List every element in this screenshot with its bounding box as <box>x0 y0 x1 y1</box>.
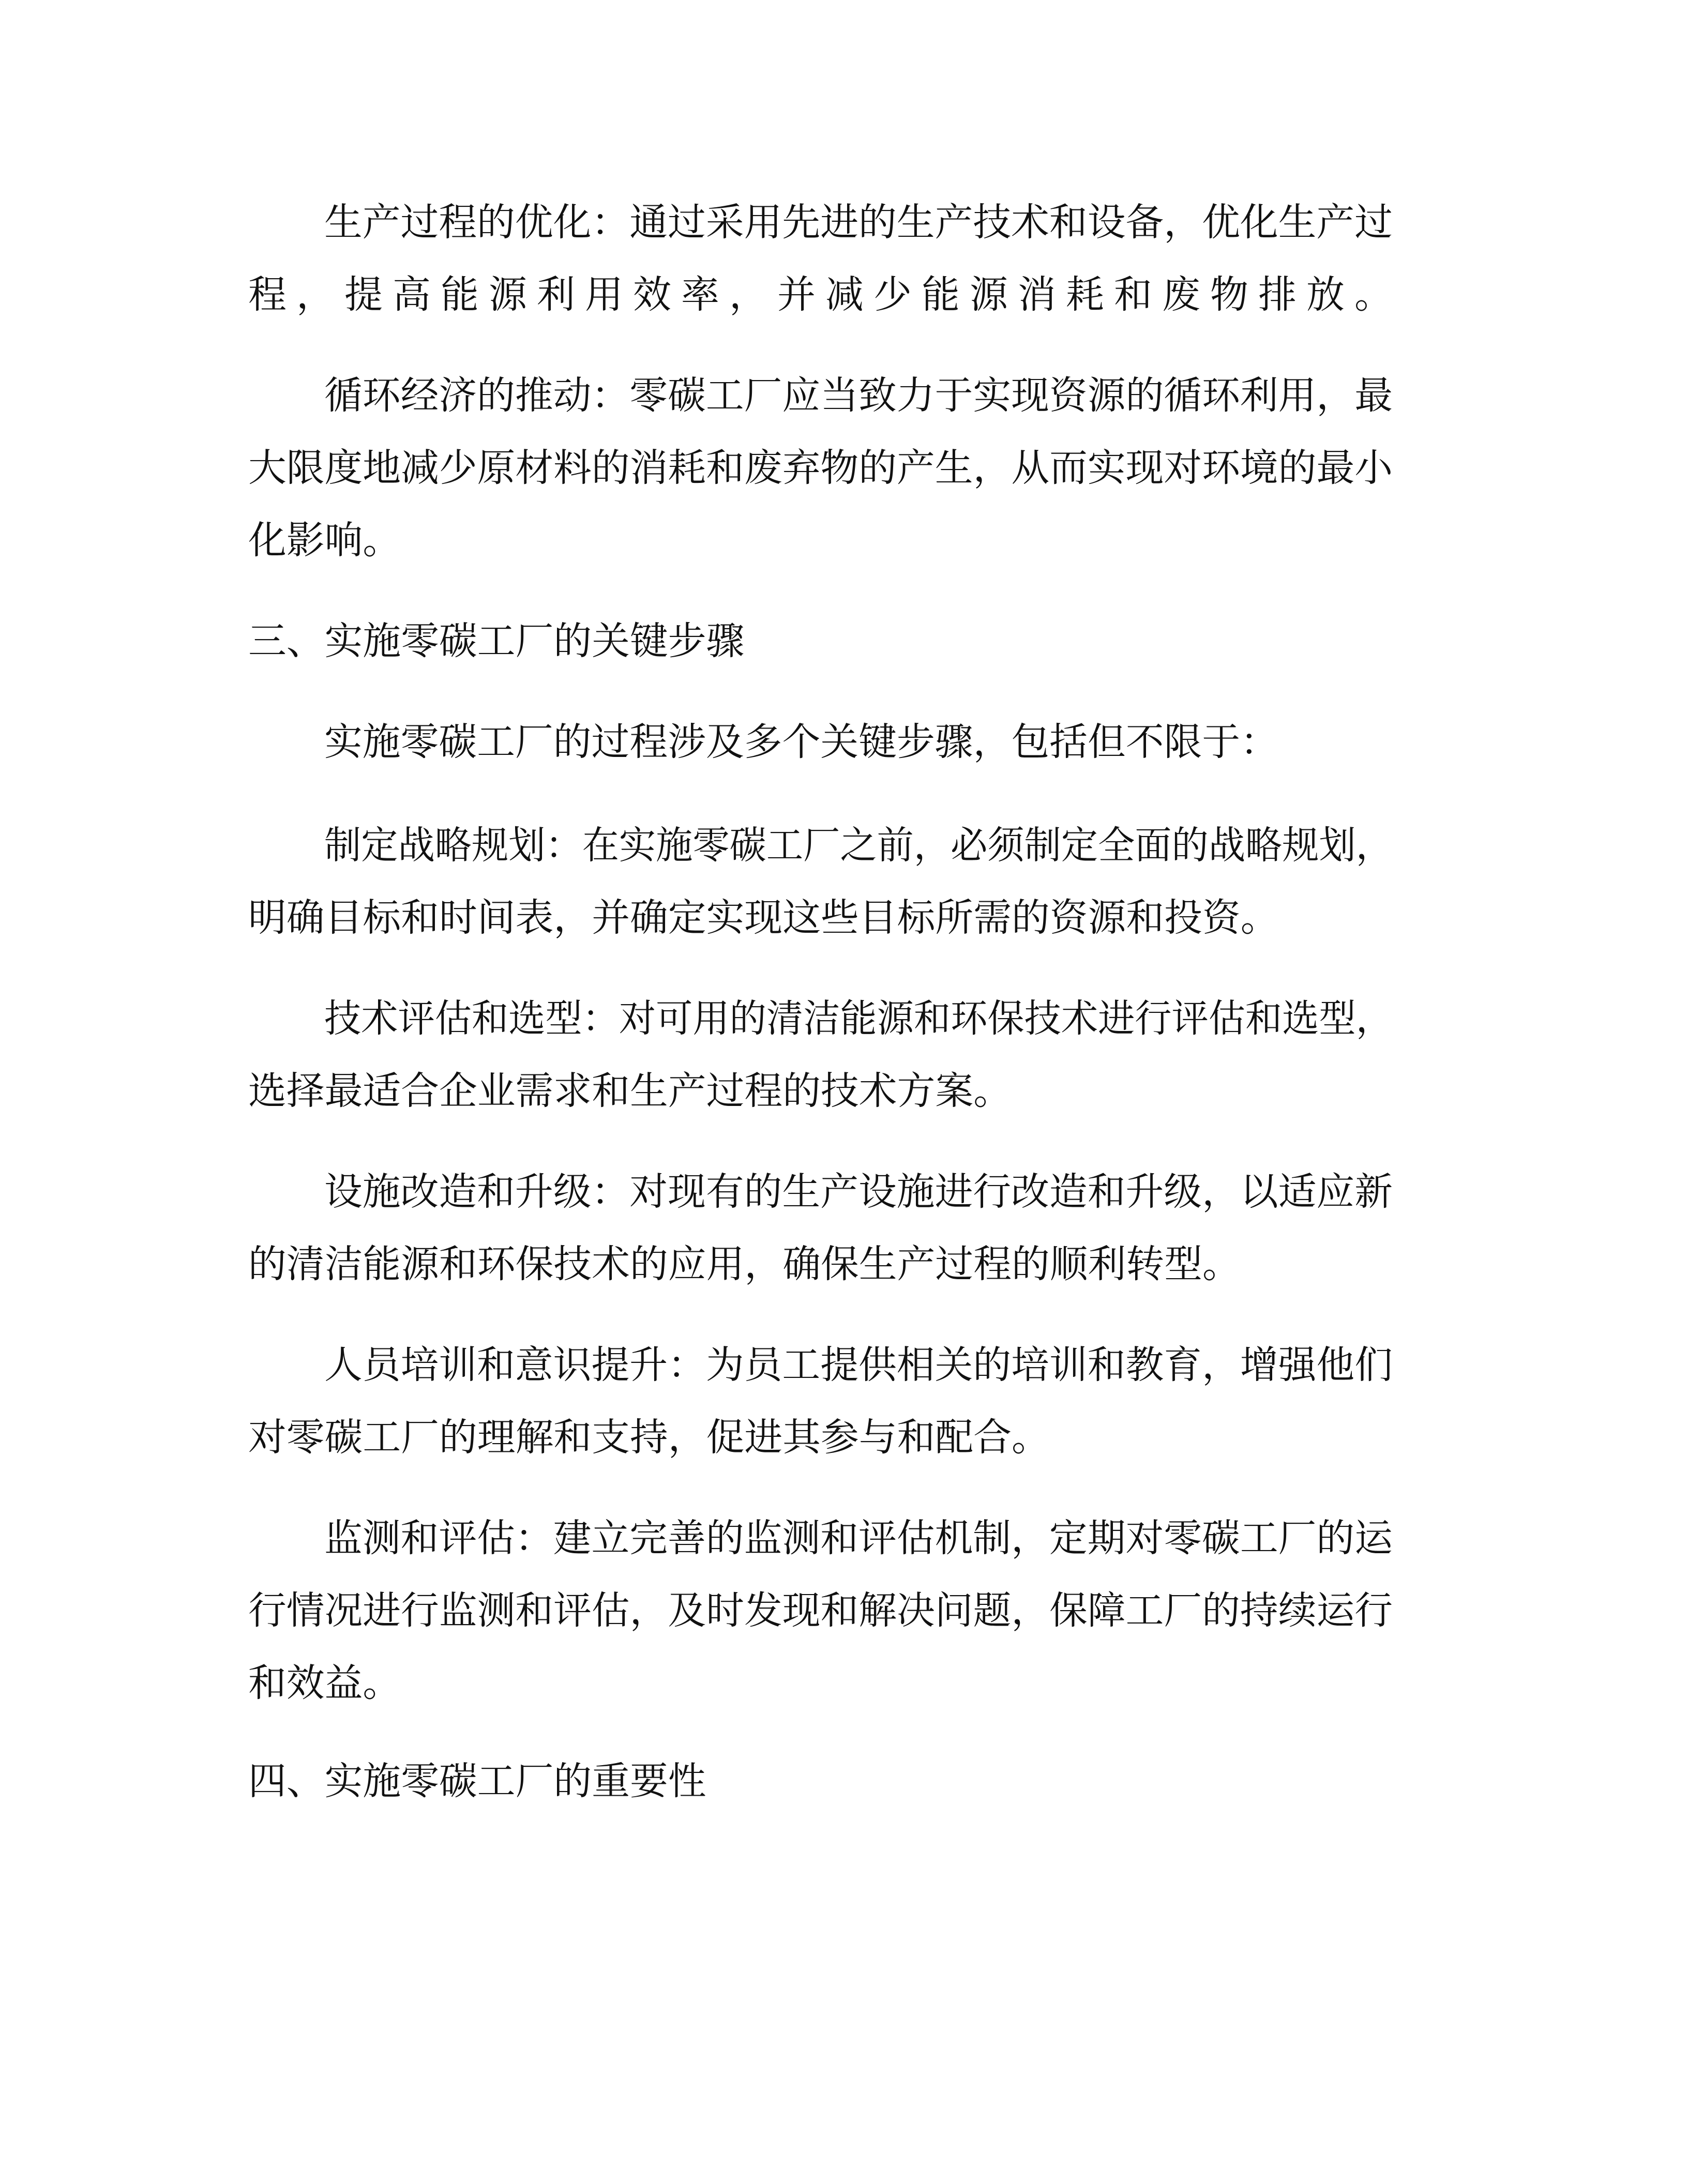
paragraph-monitoring-line-2: 行情况进行监测和评估，及时发现和解决问题，保障工厂的持续运行 <box>248 1588 1393 1633</box>
paragraph-strategic-planning-line-1: 制定战略规划：在实施零碳工厂之前，必须制定全面的战略规划， <box>324 823 1393 868</box>
paragraph-staff-training-line-1: 人员培训和意识提升：为员工提供相关的培训和教育，增强他们 <box>324 1343 1393 1387</box>
paragraph-production-optimization-line-1: 生产过程的优化：通过采用先进的生产技术和设备，优化生产过 <box>324 200 1393 245</box>
paragraph-circular-economy-line-2: 大限度地减少原材料的消耗和废弃物的产生，从而实现对环境的最小 <box>248 446 1393 490</box>
paragraph-strategic-planning-line-2: 明确目标和时间表，并确定实现这些目标所需的资源和投资。 <box>248 896 1279 940</box>
paragraph-tech-evaluation-line-2: 选择最适合企业需求和生产过程的技术方案。 <box>248 1069 1012 1113</box>
paragraph-production-optimization-line-2: 程，提高能源利用效率，并减少能源消耗和废物排放。 <box>248 272 1393 317</box>
paragraph-tech-evaluation-line-1: 技术评估和选型：对可用的清洁能源和环保技术进行评估和选型， <box>324 996 1393 1041</box>
section-heading-importance: 四、实施零碳工厂的重要性 <box>248 1759 706 1803</box>
paragraph-monitoring-line-1: 监测和评估：建立完善的监测和评估机制，定期对零碳工厂的运 <box>324 1516 1393 1560</box>
paragraph-monitoring-line-3: 和效益。 <box>248 1661 401 1705</box>
paragraph-facility-upgrade-line-1: 设施改造和升级：对现有的生产设施进行改造和升级，以适应新 <box>324 1170 1393 1214</box>
paragraph-circular-economy-line-3: 化影响。 <box>248 518 401 563</box>
paragraph-circular-economy-line-1: 循环经济的推动：零碳工厂应当致力于实现资源的循环利用，最 <box>324 373 1393 418</box>
section-heading-key-steps: 三、实施零碳工厂的关键步骤 <box>248 619 745 663</box>
paragraph-staff-training-line-2: 对零碳工厂的理解和支持，促进其参与和配合。 <box>248 1415 1050 1460</box>
paragraph-key-steps-intro: 实施零碳工厂的过程涉及多个关键步骤，包括但不限于： <box>324 720 1278 764</box>
paragraph-facility-upgrade-line-2: 的清洁能源和环保技术的应用，确保生产过程的顺利转型。 <box>248 1242 1241 1286</box>
